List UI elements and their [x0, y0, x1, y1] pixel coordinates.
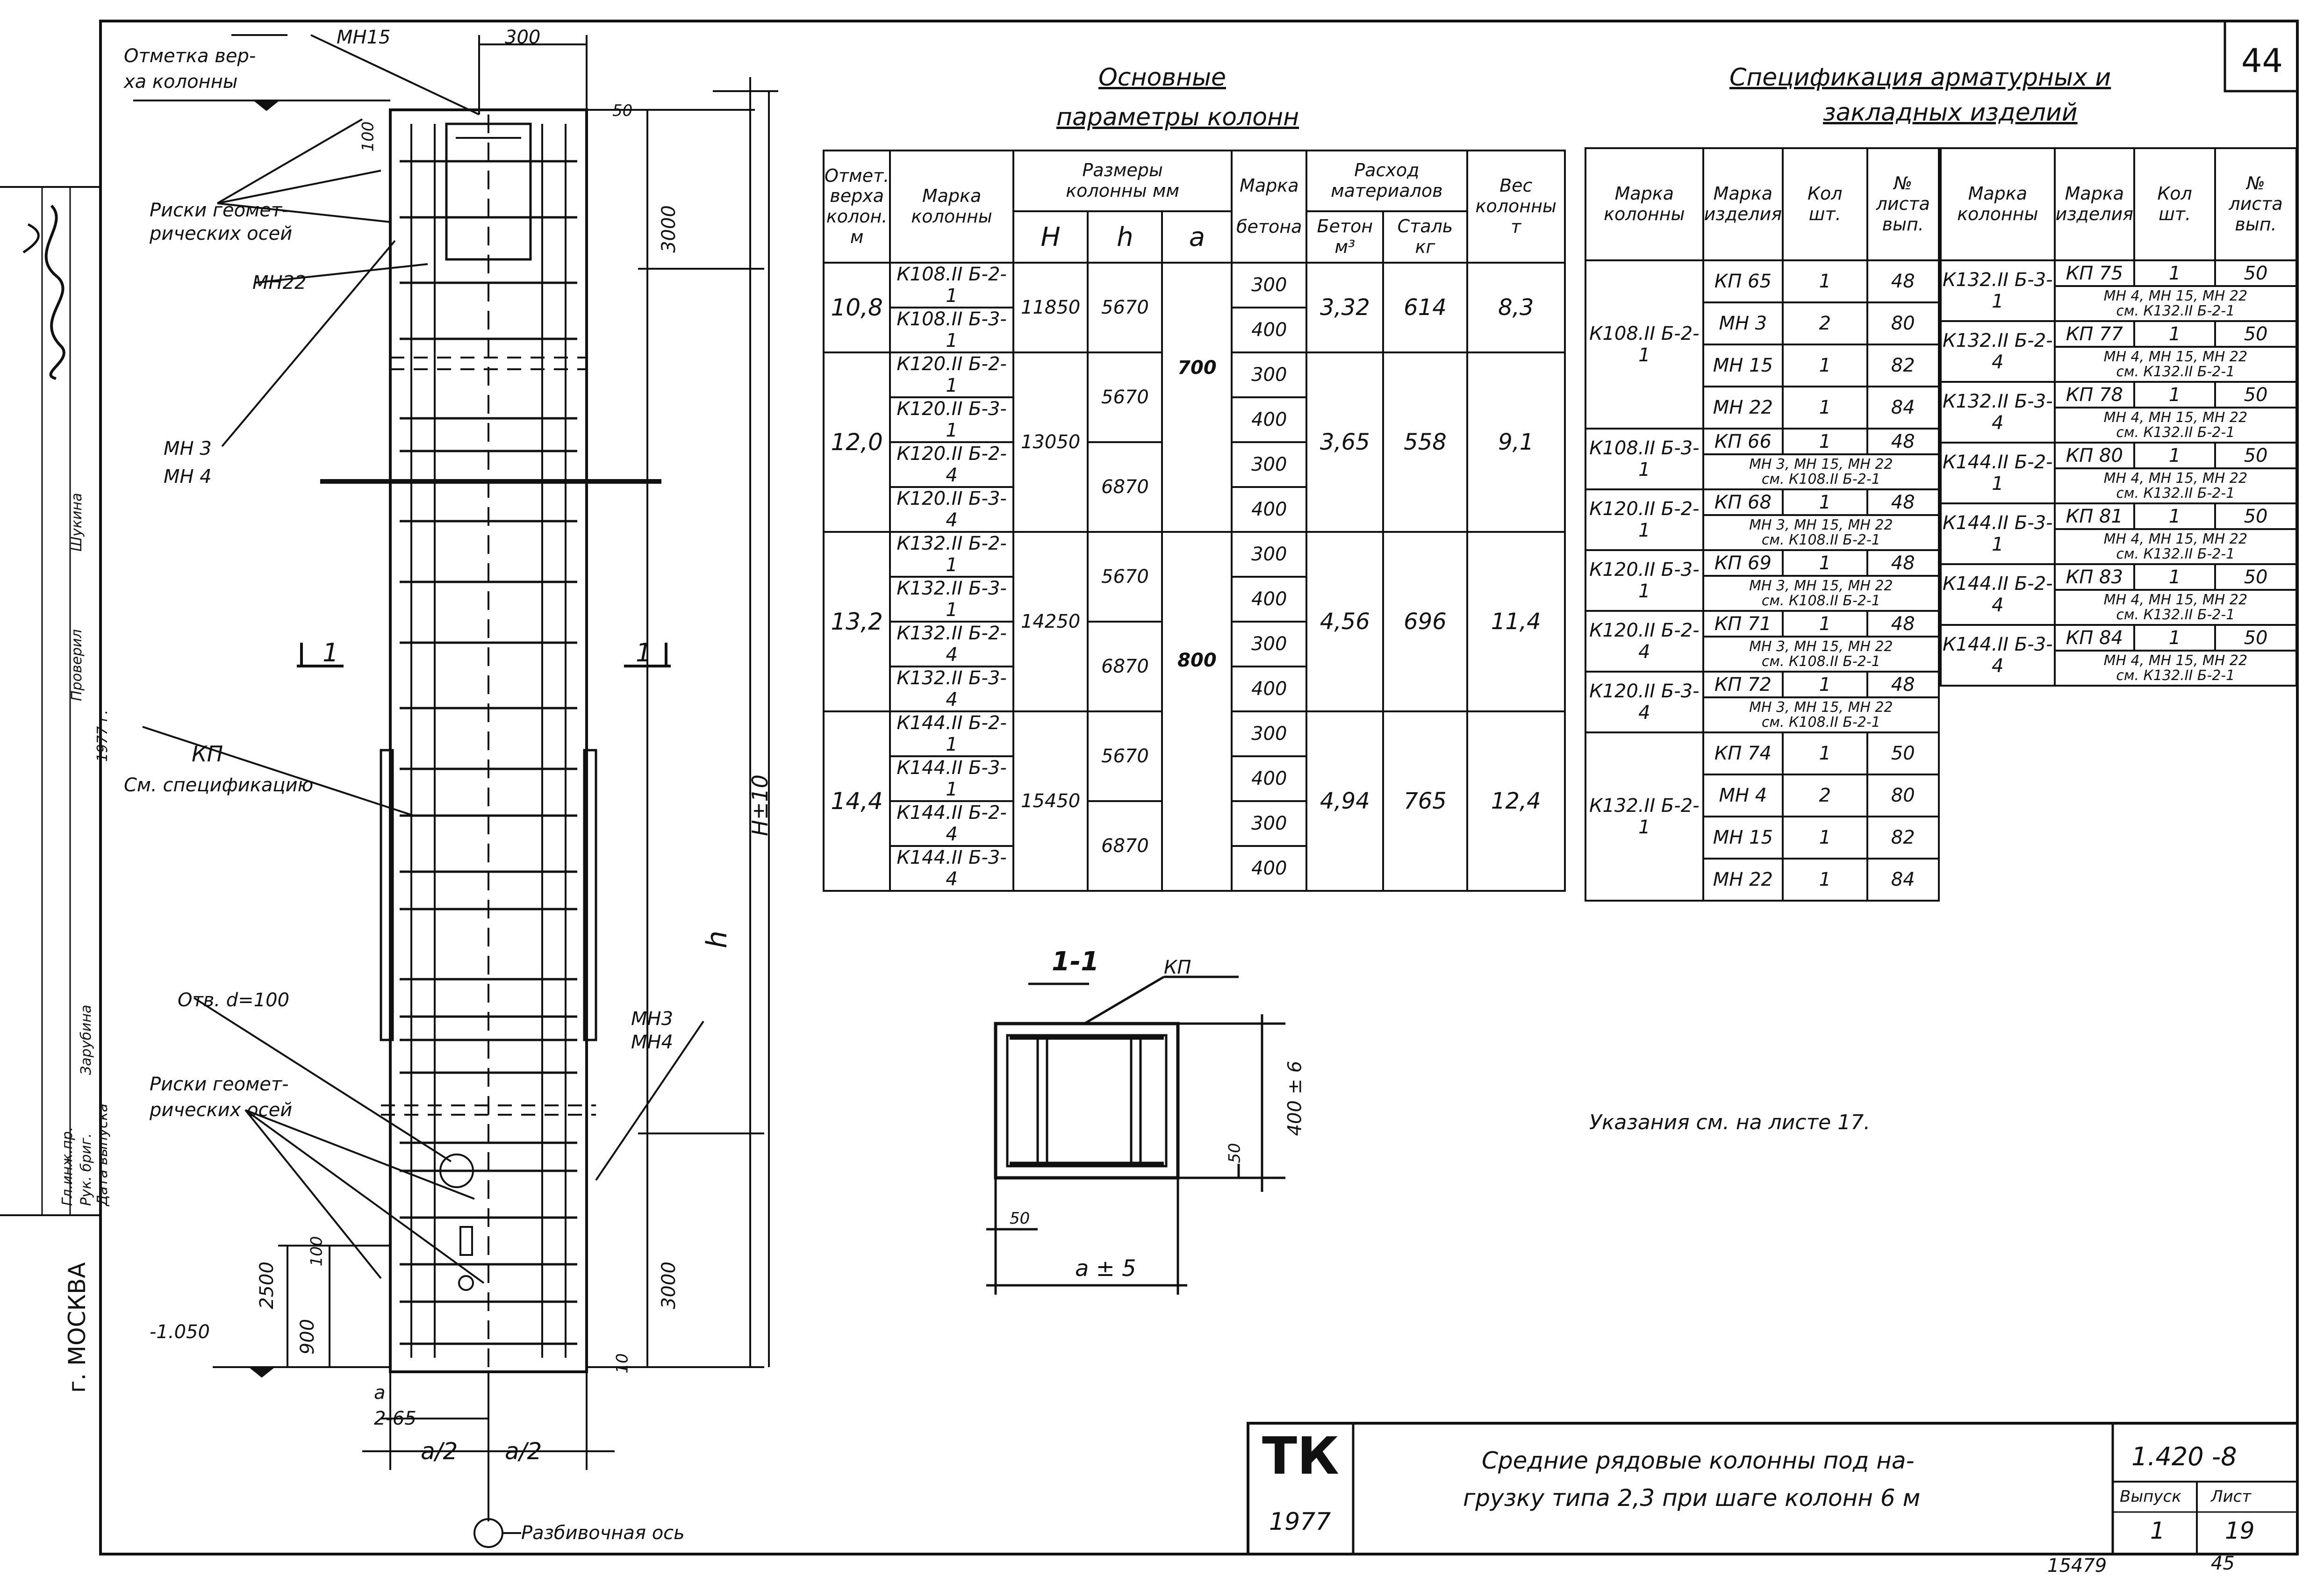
spec-note: МН 4, МН 15, МН 22 см. К132.II Б-2-1 — [2055, 529, 2296, 564]
strip-name-3: Зарубина — [78, 1004, 94, 1075]
table-row — [1585, 550, 1939, 576]
row-conc: 400 — [1232, 487, 1306, 532]
row-h: 5670 — [1088, 263, 1162, 352]
row-mark: К144.II Б-2-4 — [890, 801, 1013, 846]
spec-item-mark: КП 71 — [1703, 611, 1783, 637]
kp-spec-label: См. спецификацию — [124, 774, 314, 796]
spec-hdr-sheet: № листа вып. — [2215, 148, 2296, 260]
issue-label: Выпуск — [2120, 1487, 2181, 1506]
row-h: 5670 — [1088, 711, 1162, 801]
spec-note: МН 3, МН 15, МН 22 см. К108.II Б-2-1 — [1703, 515, 1939, 550]
spec-qty: 1 — [1783, 611, 1867, 637]
hdr-H: Н — [1013, 211, 1088, 263]
dim-100: 100 — [359, 121, 378, 152]
params-title-2: параметры колонн — [1056, 103, 1299, 131]
spec-note: МН 3, МН 15, МН 22 см. К108.II Б-2-1 — [1703, 576, 1939, 611]
spec-item-mark: КП 84 — [2055, 625, 2134, 651]
hdr-h: h — [1088, 211, 1162, 263]
note-text: Указания см. на листе 17. — [1589, 1111, 1871, 1134]
org-city: г. МОСКВА — [64, 1262, 91, 1393]
row-mark: К108.II Б-2-1 — [890, 263, 1013, 308]
spec-sheet-no: 50 — [2215, 382, 2296, 408]
dim-3000-top: 3000 — [658, 205, 680, 253]
spec-note: МН 3, МН 15, МН 22 см. К108.II Б-2-1 — [1703, 454, 1939, 489]
hdr-steel: Сталь кг — [1383, 211, 1467, 263]
row-beton: 4,94 — [1306, 711, 1383, 891]
spec-qty: 1 — [1783, 429, 1867, 454]
spec-sheet-no: 80 — [1867, 302, 1939, 344]
spec-qty: 1 — [2134, 321, 2215, 347]
spec-col-mark: К132.II Б-2-4 — [1941, 321, 2055, 382]
issue-value: 1 — [2150, 1517, 2165, 1544]
spec-sheet-no: 48 — [1867, 260, 1939, 302]
spec-sheet-no: 50 — [2215, 564, 2296, 590]
spec-item-mark: МН 15 — [1703, 817, 1783, 859]
row-mark: К132.II Б-3-1 — [890, 577, 1013, 622]
spec-qty: 1 — [1783, 859, 1867, 901]
spec-item-mark: КП 75 — [2055, 260, 2134, 286]
row-beton: 3,65 — [1306, 352, 1383, 532]
spec-sheet-no: 50 — [2215, 503, 2296, 529]
spec-item-mark: МН 22 — [1703, 859, 1783, 901]
table-row — [1585, 260, 1939, 302]
row-mark: К144.II Б-3-1 — [890, 756, 1013, 801]
table-row — [1941, 503, 2296, 529]
strip-name-1: Шукина — [69, 493, 85, 552]
spec-item-mark: МН 15 — [1703, 344, 1783, 387]
row-h: 6870 — [1088, 442, 1162, 532]
a-half-right: a/2 — [505, 1438, 542, 1465]
mn4b-label: МН4 — [631, 1032, 674, 1053]
table-row — [1585, 672, 1939, 697]
spec-note: МН 4, МН 15, МН 22 см. К132.II Б-2-1 — [2055, 590, 2296, 625]
spec-qty: 1 — [2134, 625, 2215, 651]
row-conc: 400 — [1232, 667, 1306, 711]
spec-qty: 1 — [2134, 260, 2215, 286]
spec-sheet-no: 84 — [1867, 859, 1939, 901]
spec-sheet-no: 50 — [2215, 443, 2296, 468]
row-conc: 400 — [1232, 577, 1306, 622]
spec-qty: 1 — [1783, 732, 1867, 774]
stamp-tk: ТК — [1262, 1426, 1339, 1486]
spec-col-mark: К120.II Б-3-1 — [1585, 550, 1703, 611]
spec-item-mark: КП 74 — [1703, 732, 1783, 774]
row-beton: 4,56 — [1306, 532, 1383, 711]
a2-65-bot: 2-65 — [374, 1408, 416, 1429]
spec-col-mark: К120.II Б-2-4 — [1585, 611, 1703, 672]
params-title-1: Основные — [1098, 64, 1227, 92]
strip-row-3: Дата выпуска — [94, 1104, 111, 1206]
a2-65-top: a — [374, 1382, 386, 1404]
drawing-code: 1.420 -8 — [2131, 1442, 2237, 1471]
risk2-label-1: Риски геомет- — [150, 1074, 289, 1095]
dim-50: 50 — [612, 101, 633, 120]
spec-note: МН 4, МН 15, МН 22 см. К132.II Б-2-1 — [2055, 286, 2296, 321]
table-row — [1941, 443, 2296, 468]
table-row — [1941, 321, 2296, 347]
spec-qty: 1 — [2134, 382, 2215, 408]
a-half-left: a/2 — [421, 1438, 458, 1465]
row-mark: К120.II Б-3-1 — [890, 397, 1013, 442]
spec-item-mark: КП 80 — [2055, 443, 2134, 468]
signature-image — [9, 196, 98, 383]
spec-sheet-no: 82 — [1867, 817, 1939, 859]
spec-note: МН 4, МН 15, МН 22 см. К132.II Б-2-1 — [2055, 408, 2296, 443]
row-H: 15450 — [1013, 711, 1088, 891]
row-steel: 765 — [1383, 711, 1467, 891]
section-kp: КП — [1164, 957, 1191, 978]
dim-300: 300 — [505, 27, 541, 48]
hdr-a: a — [1162, 211, 1232, 263]
spec-sheet-no: 50 — [2215, 625, 2296, 651]
spec-col-mark: К108.II Б-2-1 — [1585, 260, 1703, 429]
spec-table-left — [1585, 147, 1940, 902]
hdr-elev: Отмет. верха колон. м — [824, 151, 890, 263]
H-dim-label: Н±10 — [747, 774, 773, 836]
row-h: 6870 — [1088, 801, 1162, 891]
dim-10: 10 — [613, 1353, 632, 1374]
mn15-label: МН15 — [337, 27, 391, 48]
spec-sheet-no: 48 — [1867, 429, 1939, 454]
spec-qty: 1 — [1783, 817, 1867, 859]
spec-sheet-no: 82 — [1867, 344, 1939, 387]
hole-label: Отв. d=100 — [178, 989, 290, 1011]
spec-hdr-qty: Кол шт. — [1783, 148, 1867, 260]
spec-note: МН 3, МН 15, МН 22 см. К108.II Б-2-1 — [1703, 697, 1939, 732]
row-elev: 14,4 — [824, 711, 890, 891]
section-1-1 — [977, 939, 1332, 1304]
spec-hdr-item: Марка изделия — [1703, 148, 1783, 260]
spec-item-mark: МН 3 — [1703, 302, 1783, 344]
row-conc: 400 — [1232, 756, 1306, 801]
row-conc: 300 — [1232, 352, 1306, 397]
corner-sheet-number: 44 — [2241, 42, 2283, 80]
section-title: 1-1 — [1052, 946, 1099, 977]
spec-hdr-col: Марка колонны — [1941, 148, 2055, 260]
mn22-label: МН22 — [252, 272, 307, 294]
spec-title-2: закладных изделий — [1823, 99, 2078, 127]
risk-label-2: рических осей — [150, 223, 293, 244]
spec-hdr-item: Марка изделия — [2055, 148, 2134, 260]
spec-qty: 1 — [1783, 672, 1867, 697]
row-h: 6870 — [1088, 622, 1162, 711]
table-row — [1941, 564, 2296, 590]
hdr-sizes: Размеры колонны мм — [1013, 151, 1232, 211]
spec-col-mark: К132.II Б-3-1 — [1941, 260, 2055, 321]
row-H: 14250 — [1013, 532, 1088, 711]
row-H: 11850 — [1013, 263, 1088, 352]
mark-1050: -1.050 — [150, 1321, 210, 1343]
spec-qty: 1 — [1783, 489, 1867, 515]
row-mark: К120.II Б-2-4 — [890, 442, 1013, 487]
spec-table-right — [1940, 147, 2297, 687]
spec-qty: 1 — [1783, 344, 1867, 387]
hdr-materials: Расход материалов — [1306, 151, 1467, 211]
spec-item-mark: КП 72 — [1703, 672, 1783, 697]
spec-sheet-no: 48 — [1867, 611, 1939, 637]
kp-label: КП — [192, 741, 223, 767]
spec-note: МН 4, МН 15, МН 22 см. К132.II Б-2-1 — [2055, 468, 2296, 503]
spec-qty: 1 — [1783, 550, 1867, 576]
spec-note: МН 3, МН 15, МН 22 см. К108.II Б-2-1 — [1703, 637, 1939, 672]
spec-item-mark: КП 78 — [2055, 382, 2134, 408]
sheet-label: Лист — [2211, 1487, 2252, 1506]
spec-sheet-no: 50 — [2215, 321, 2296, 347]
row-conc: 300 — [1232, 263, 1306, 308]
spec-sheet-no: 48 — [1867, 672, 1939, 697]
spec-qty: 1 — [2134, 564, 2215, 590]
spec-item-mark: КП 66 — [1703, 429, 1783, 454]
section-mark-right: 1 — [636, 638, 652, 667]
row-conc: 300 — [1232, 801, 1306, 846]
strip-row-1: Гл.инж.пр. — [59, 1126, 76, 1206]
row-steel: 614 — [1383, 263, 1467, 352]
spec-col-mark: К120.II Б-3-4 — [1585, 672, 1703, 732]
row-steel: 558 — [1383, 352, 1467, 532]
row-steel: 696 — [1383, 532, 1467, 711]
spec-col-mark: К120.II Б-2-1 — [1585, 489, 1703, 550]
title-line-1: Средние рядовые колонны под на- — [1482, 1447, 1915, 1474]
spec-qty: 1 — [2134, 443, 2215, 468]
h-dim-label: h — [701, 930, 734, 949]
spec-item-mark: КП 69 — [1703, 550, 1783, 576]
spec-col-mark: К108.II Б-3-1 — [1585, 429, 1703, 489]
stamp-year: 1977 — [1269, 1508, 1331, 1536]
row-mark: К132.II Б-3-4 — [890, 667, 1013, 711]
row-elev: 10,8 — [824, 263, 890, 352]
table-row — [1941, 382, 2296, 408]
section-mark-left: 1 — [323, 638, 339, 667]
bottom-number-1: 15479 — [2047, 1555, 2107, 1577]
row-conc: 300 — [1232, 442, 1306, 487]
row-conc: 300 — [1232, 532, 1306, 577]
row-conc: 300 — [1232, 622, 1306, 667]
row-weight: 8,3 — [1467, 263, 1565, 352]
spec-sheet-no: 50 — [1867, 732, 1939, 774]
risk2-label-2: рических осей — [150, 1099, 293, 1121]
strip-name-2: Проверил — [69, 629, 85, 701]
spec-qty: 2 — [1783, 774, 1867, 817]
row-a: 700 — [1162, 263, 1232, 532]
top-mark-label: Отметка вер- — [124, 45, 256, 67]
row-weight: 12,4 — [1467, 711, 1565, 891]
hdr-weight: Вес колонны т — [1467, 151, 1565, 263]
row-beton: 3,32 — [1306, 263, 1383, 352]
spec-col-mark: К132.II Б-2-1 — [1585, 732, 1703, 901]
row-weight: 9,1 — [1467, 352, 1565, 532]
dim-900: 900 — [297, 1319, 319, 1355]
strip-row-2: Рук. бриг. — [78, 1133, 94, 1206]
mn4-label: МН 4 — [164, 466, 212, 487]
table-row — [1585, 429, 1939, 454]
hdr-concrete: Марка бетона — [1232, 151, 1306, 263]
axis-label: Разбивочная ось — [521, 1522, 685, 1544]
dim-100b: 100 — [307, 1236, 326, 1267]
spec-item-mark: КП 65 — [1703, 260, 1783, 302]
hdr-col-mark: Марка колонны — [890, 151, 1013, 263]
row-a: 800 — [1162, 532, 1232, 891]
strip-year: 1977 г. — [94, 710, 111, 762]
spec-col-mark: К132.II Б-3-4 — [1941, 382, 2055, 443]
section-dim-50b: 50 — [1010, 1209, 1030, 1228]
section-dim-50a: 50 — [1225, 1143, 1244, 1163]
spec-item-mark: МН 22 — [1703, 387, 1783, 429]
row-h: 5670 — [1088, 352, 1162, 442]
spec-qty: 1 — [2134, 503, 2215, 529]
row-H: 13050 — [1013, 352, 1088, 532]
spec-qty: 1 — [1783, 260, 1867, 302]
spec-item-mark: МН 4 — [1703, 774, 1783, 817]
spec-item-mark: КП 68 — [1703, 489, 1783, 515]
row-conc: 300 — [1232, 711, 1306, 756]
section-dim-400: 400 ± 6 — [1284, 1061, 1306, 1136]
table-row — [1585, 611, 1939, 637]
spec-hdr-sheet: № листа вып. — [1867, 148, 1939, 260]
row-mark: К120.II Б-3-4 — [890, 487, 1013, 532]
spec-sheet-no: 48 — [1867, 550, 1939, 576]
spec-item-mark: КП 81 — [2055, 503, 2134, 529]
mn3-label: МН 3 — [164, 438, 212, 459]
spec-note: МН 4, МН 15, МН 22 см. К132.II Б-2-1 — [2055, 651, 2296, 686]
spec-sheet-no: 50 — [2215, 260, 2296, 286]
row-mark: К144.II Б-2-1 — [890, 711, 1013, 756]
spec-item-mark: КП 77 — [2055, 321, 2134, 347]
spec-col-mark: К144.II Б-2-1 — [1941, 443, 2055, 503]
sheet-value: 19 — [2225, 1517, 2255, 1544]
spec-col-mark: К144.II Б-3-4 — [1941, 625, 2055, 686]
spec-note: МН 4, МН 15, МН 22 см. К132.II Б-2-1 — [2055, 347, 2296, 382]
risk-label-1: Риски геомет- — [150, 200, 289, 221]
table-row — [1585, 732, 1939, 774]
spec-sheet-no: 48 — [1867, 489, 1939, 515]
spec-qty: 1 — [1783, 387, 1867, 429]
row-elev: 12,0 — [824, 352, 890, 532]
row-mark: К132.II Б-2-4 — [890, 622, 1013, 667]
row-mark: К108.II Б-3-1 — [890, 308, 1013, 352]
spec-sheet-no: 84 — [1867, 387, 1939, 429]
row-mark: К120.II Б-2-1 — [890, 352, 1013, 397]
bottom-number-2: 45 — [2211, 1553, 2235, 1574]
top-mark-label-2: ха колонны — [124, 71, 238, 93]
spec-title-1: Спецификация арматурных и — [1729, 64, 2111, 92]
dim-3000-bot: 3000 — [658, 1261, 680, 1309]
dim-2500: 2500 — [256, 1261, 278, 1309]
row-mark: К144.II Б-3-4 — [890, 846, 1013, 891]
spec-item-mark: КП 83 — [2055, 564, 2134, 590]
spec-hdr-col: Марка колонны — [1585, 148, 1703, 260]
section-dim-a: a ± 5 — [1075, 1255, 1136, 1282]
spec-hdr-qty: Кол шт. — [2134, 148, 2215, 260]
hdr-beton: Бетон м³ — [1306, 211, 1383, 263]
table-row — [1941, 625, 2296, 651]
row-conc: 400 — [1232, 397, 1306, 442]
spec-col-mark: К144.II Б-3-1 — [1941, 503, 2055, 564]
spec-qty: 2 — [1783, 302, 1867, 344]
title-line-2: грузку типа 2,3 при шаге колонн 6 м — [1463, 1484, 1921, 1512]
mn3b-label: МН3 — [631, 1008, 674, 1030]
row-conc: 400 — [1232, 846, 1306, 891]
row-weight: 11,4 — [1467, 532, 1565, 711]
row-elev: 13,2 — [824, 532, 890, 711]
row-mark: К132.II Б-2-1 — [890, 532, 1013, 577]
row-conc: 400 — [1232, 308, 1306, 352]
row-h: 5670 — [1088, 532, 1162, 622]
table-row — [1941, 260, 2296, 286]
params-table — [823, 150, 1566, 892]
spec-sheet-no: 80 — [1867, 774, 1939, 817]
table-row — [1585, 489, 1939, 515]
spec-col-mark: К144.II Б-2-4 — [1941, 564, 2055, 625]
